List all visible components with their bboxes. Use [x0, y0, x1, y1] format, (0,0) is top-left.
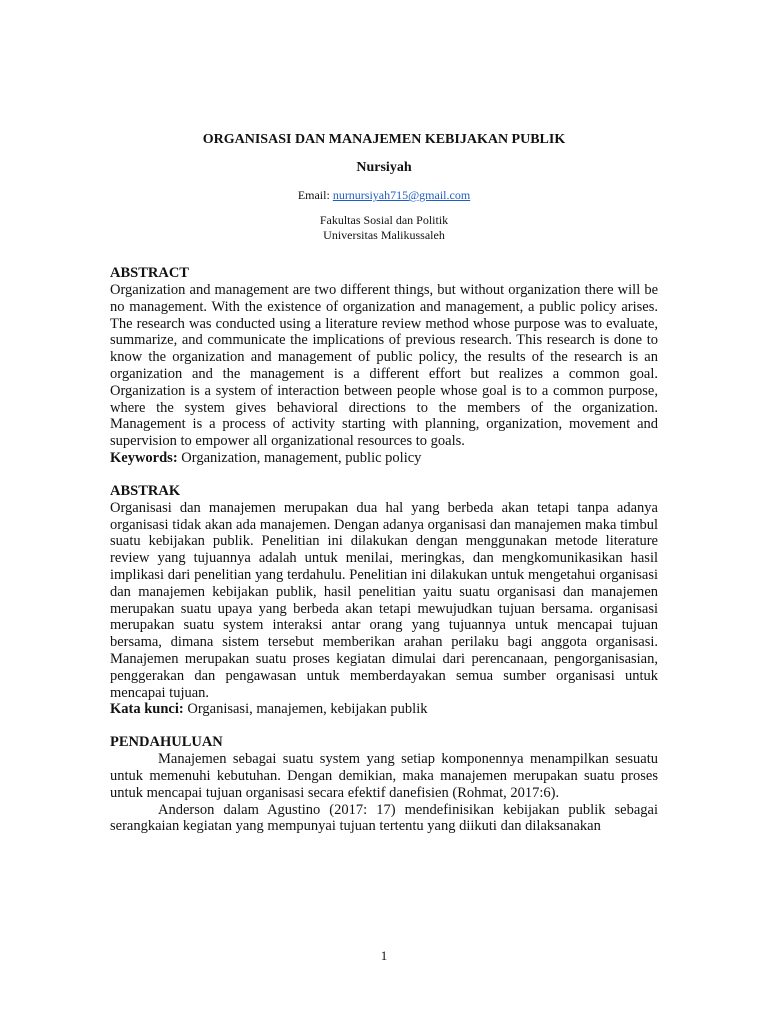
email-line — [110, 187, 658, 203]
abstract-keywords-label: Keywords: — [110, 449, 178, 466]
affiliation — [110, 213, 658, 243]
abstract-heading: ABSTRACT — [110, 265, 189, 281]
abstrak-heading: ABSTRAK — [110, 482, 181, 499]
author-name: Nursiyah — [356, 160, 412, 175]
abstract-keywords — [110, 450, 658, 467]
paper-title: ORGANISASI DAN MANAJEMEN KEBIJAKAN PUBLIK — [202, 132, 566, 147]
abstrak-keywords-label: Kata kunci: — [110, 701, 184, 718]
abstract-text: Organization and management are two different things, but without organization there will be no management. With the existence of organization and management, a public policy arises. The research was conducted using a literature review method whose purpose was to evaluate, summarize, and communicate the implications of previous research. This research is done to know the organization and management of public policy, the results of the research is an organization and the management is a different effort but realizes a common goal. Organization is a system of interaction between people whose goal is to a common purpose, where the system gives behavioral directions to the members of the organization. Management is a process of activity starting with planning, organization, movement and supervision to empower all organizational resources to goals. — [110, 282, 658, 450]
pendahuluan-heading: PENDAHULUAN — [110, 734, 223, 751]
affiliation-faculty: Fakultas Sosial dan Politik — [319, 213, 449, 227]
email-link[interactable]: nurnursiyah715@gmail.com — [332, 188, 471, 202]
abstrak-text: Organisasi dan manajemen merupakan dua hal yang berbeda akan tetapi tanpa adanya organisasi tidak akan ada manajemen. Dengan adanya organisasi dan manajemen maka timbul suatu kebijakan publik. Penelitian ini dilakukan dengan menggunakan metode literature review yang tujuannya adalah untuk menilai, meringkas, dan mengkomunikasikan hasil implikasi dari penelitian yang terdahulu. Penelitian ini dilakukan untuk mengetahui organisasi dan manajemen kebijakan publik, hasil penelitian yaitu suatu organisasi dan manajemen merupakan suatu upaya yang berbeda akan tetapi mewujudkan tujuan bersama. organisasi merupakan suatu system interaksi antar orang yang tujuannya untuk mencapai tujuan bersama, dimana sistem tersebut memberikan arahan perilaku bagi anggota organisasi. Manajemen merupakan suatu proses kegiatan dimulai dari perencanaan, pengorganisasian, penggerakan dan pengawasan untuk memberdayakan semua sumber organisasi untuk mencapai tujuan. — [110, 499, 658, 701]
pendahuluan-paragraph-2: Anderson dalam Agustino (2017: 17) mendefinisikan kebijakan publik sebagai serangkaian kegiatan yang mempunyai tujuan tertentu yang diikuti dan dilaksanakan — [110, 801, 658, 835]
page-number: 1 — [380, 948, 388, 963]
abstrak-keywords-value: Organisasi, manajemen, kebijakan publik — [187, 701, 428, 718]
abstrak-keywords — [110, 701, 658, 718]
abstract-keywords-value: Organization, management, public policy — [181, 449, 422, 466]
page-content — [110, 131, 658, 835]
pendahuluan-paragraph-1: Manajemen sebagai suatu system yang setiap komponennya menampilkan sesuatu untuk memenuhi kebutuhan. Dengan demikian, maka manajemen merupakan suatu proses untuk mencapai tujuan organisasi secara efektif danefisien (Rohmat, 2017:6). — [110, 751, 658, 801]
affiliation-university: Universitas Malikussaleh — [323, 228, 445, 242]
email-label: Email: — [297, 188, 330, 202]
